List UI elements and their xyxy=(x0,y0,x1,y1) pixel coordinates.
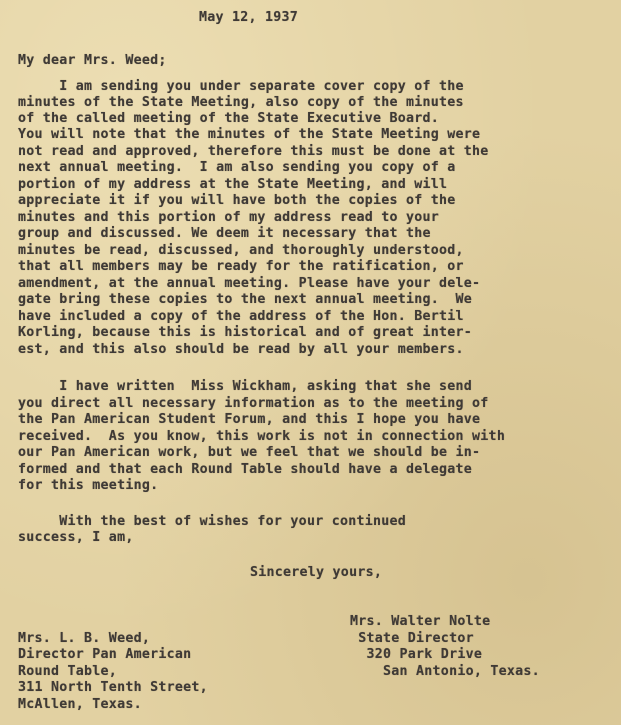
letter-closing: Sincerely yours, xyxy=(250,565,383,580)
paragraph-line: I have written Miss Wickham, asking that she send xyxy=(18,379,473,394)
paragraph-line: appreciate it if you will have both the copies of the xyxy=(18,193,456,208)
paragraph-line: not read and approved, therefore this must be done at the xyxy=(18,144,489,159)
signature-line: State Director xyxy=(350,631,474,646)
paragraph-line: You will note that the minutes of the State Meeting were xyxy=(18,127,481,142)
paragraph-line: With the best of wishes for your continued xyxy=(18,514,407,529)
paragraph-line: next annual meeting. I am also sending you copy of a xyxy=(18,160,456,175)
paragraph-line: that all members may be ready for the ratification, or xyxy=(18,259,464,274)
paragraph-line: our Pan American work, but we feel that we should be in- xyxy=(18,445,481,460)
paragraph-line: gate bring these copies to the next annual meeting. We xyxy=(18,292,473,307)
paragraph-line: minutes of the State Meeting, also copy of the minutes xyxy=(18,95,464,110)
paragraph-line: group and discussed. We deem it necessary that the xyxy=(18,226,431,241)
paragraph-line: minutes be read, discussed, and thoroughly understood, xyxy=(18,243,464,258)
paragraph-line: received. As you know, this work is not in connection with xyxy=(18,429,506,444)
paragraph-line: est, and this also should be read by all your members. xyxy=(18,342,464,357)
letter-salutation: My dear Mrs. Weed; xyxy=(18,53,167,68)
recipient-line: Director Pan American xyxy=(18,647,192,662)
signature-line: Mrs. Walter Nolte xyxy=(350,614,491,629)
recipient-line: McAllen, Texas. xyxy=(18,697,142,712)
paragraph-line: have included a copy of the address of the Hon. Bertil xyxy=(18,309,464,324)
paragraph-line: the Pan American Student Forum, and this I hope you have xyxy=(18,412,481,427)
recipient-line: Round Table, xyxy=(18,664,118,679)
signature-line: 320 Park Drive xyxy=(350,647,483,662)
paragraph-line: for this meeting. xyxy=(18,478,159,493)
paragraph-line: portion of my address at the State Meeting, and will xyxy=(18,177,448,192)
paragraph-line: I am sending you under separate cover copy of the xyxy=(18,79,464,94)
letter-date: May 12, 1937 xyxy=(199,10,299,25)
recipient-line: 311 North Tenth Street, xyxy=(18,680,208,695)
paragraph-line: formed and that each Round Table should have a delegate xyxy=(18,462,473,477)
signature-line: San Antonio, Texas. xyxy=(350,664,540,679)
paragraph-line: of the called meeting of the State Executive Board. xyxy=(18,111,440,126)
paragraph-line: you direct all necessary information as to the meeting of xyxy=(18,396,489,411)
paragraph-line: Korling, because this is historical and of great inter- xyxy=(18,325,473,340)
paragraph-line: success, I am, xyxy=(18,530,134,545)
recipient-line: Mrs. L. B. Weed, xyxy=(18,631,151,646)
paragraph-line: minutes and this portion of my address read to your xyxy=(18,210,440,225)
paragraph-line: amendment, at the annual meeting. Please have your dele- xyxy=(18,276,481,291)
